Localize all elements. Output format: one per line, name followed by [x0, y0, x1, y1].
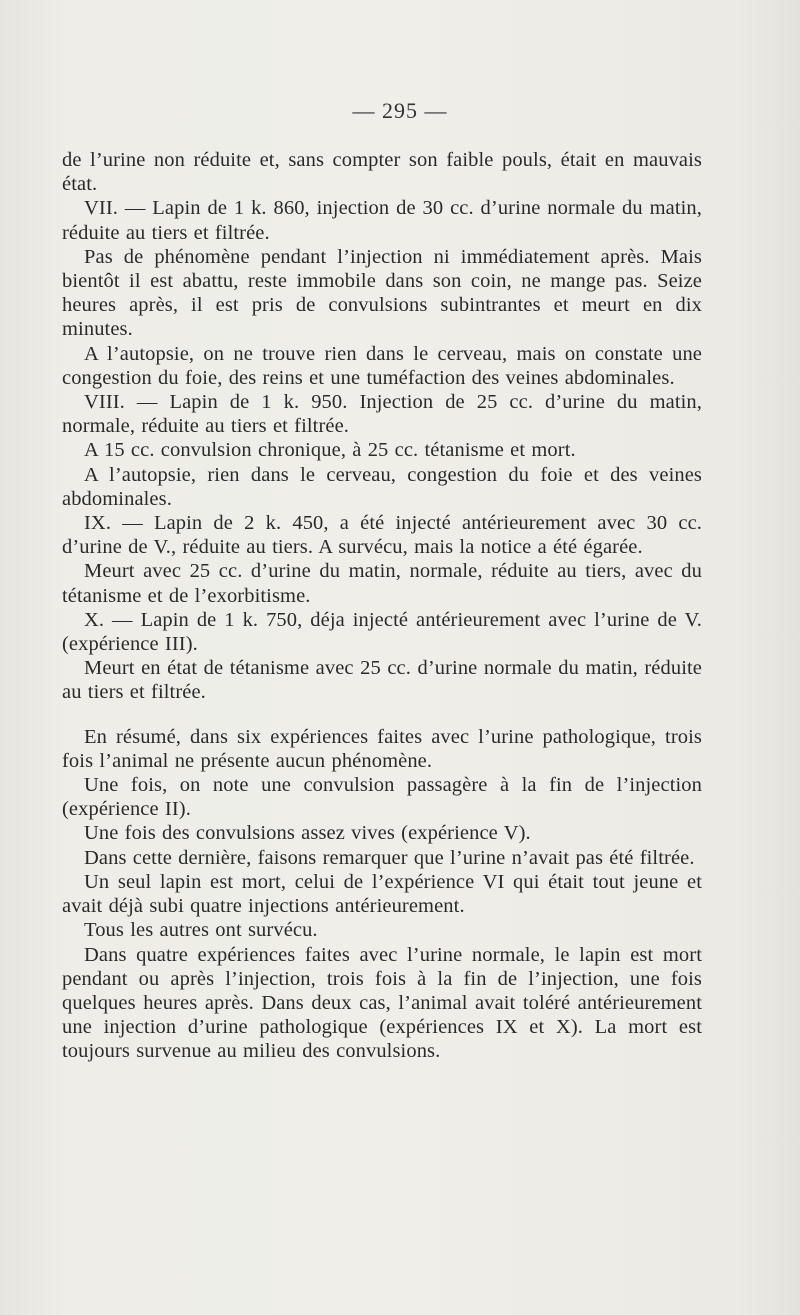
paragraph-summary: En résumé, dans six expériences faites avec l’urine pathologique, trois fois l’animal ne présente aucun phénomène. [62, 725, 702, 772]
paragraph-experiment-x: X. — Lapin de 1 k. 750, déja injecté antérieurement avec l’urine de V. (expérience III). [62, 608, 702, 656]
paragraph: Tous les autres ont survécu. [84, 919, 318, 942]
paragraph-continuation: de l’urine non réduite et, sans compter son faible pouls, était en mauvais état. [62, 149, 702, 196]
paragraph-experiment-viii: VIII. — Lapin de 1 k. 950. Injection de 25 cc. d’urine du matin, normale, réduite au tiers et filtrée. [62, 391, 702, 438]
paragraph: Meurt avec 25 cc. d’urine du matin, normale, réduite au tiers, avec du tétanisme et de l’exorbitisme. [62, 560, 702, 607]
paragraph-experiment-ix: IX. — Lapin de 2 k. 450, a été injecté antérieurement avec 30 cc. d’urine de V., réduite au tiers. A survécu, mais la notice a été égarée. [62, 512, 702, 559]
paragraph: Une fois, on note une convulsion passagère à la fin de l’injection (expérience II). [62, 774, 702, 821]
paragraph: Un seul lapin est mort, celui de l’expérience VI qui était tout jeune et avait déjà subi quatre injections antérieurement. [62, 870, 702, 918]
paragraph: Une fois des convulsions assez vives (expérience V). [84, 822, 531, 845]
paragraph: Pas de phénomène pendant l’injection ni immédiatement après. Mais bientôt il est abattu, reste immobile dans son coin, ne mange pas. Seize heures après, il est pris de convulsions subintrantes et meurt en dix minutes. [62, 245, 702, 341]
paragraph: A 15 cc. convulsion chronique, à 25 cc. tétanisme et mort. [84, 439, 576, 462]
paragraph-experiment-vii: VII. — Lapin de 1 k. 860, injection de 30 cc. d’urine normale du matin, réduite au tiers et filtrée. [62, 197, 702, 244]
body-text [62, 148, 702, 1064]
paragraph: Dans quatre expériences faites avec l’urine normale, le lapin est mort pendant ou après l’injection, trois fois à la fin de l’injection, une fois quelques heures après. Dans deux cas, l’animal avait toléré antérieurement une injection d’urine pathologique (expériences IX et X). La mort est toujours survenue au milieu des convulsions. [62, 943, 702, 1063]
paragraph: A l’autopsie, rien dans le cerveau, congestion du foie et des veines abdominales. [62, 463, 702, 510]
paragraph: Dans cette dernière, faisons remarquer que l’urine n’avait pas été filtrée. [84, 846, 695, 869]
page-number: — 295 — [352, 98, 448, 123]
paragraph: A l’autopsie, on ne trouve rien dans le cerveau, mais on constate une congestion du foie, des reins et une tuméfaction des veines abdominales. [62, 342, 702, 389]
paragraph: Meurt en état de tétanisme avec 25 cc. d’urine normale du matin, réduite au tiers et filtrée. [62, 657, 702, 704]
